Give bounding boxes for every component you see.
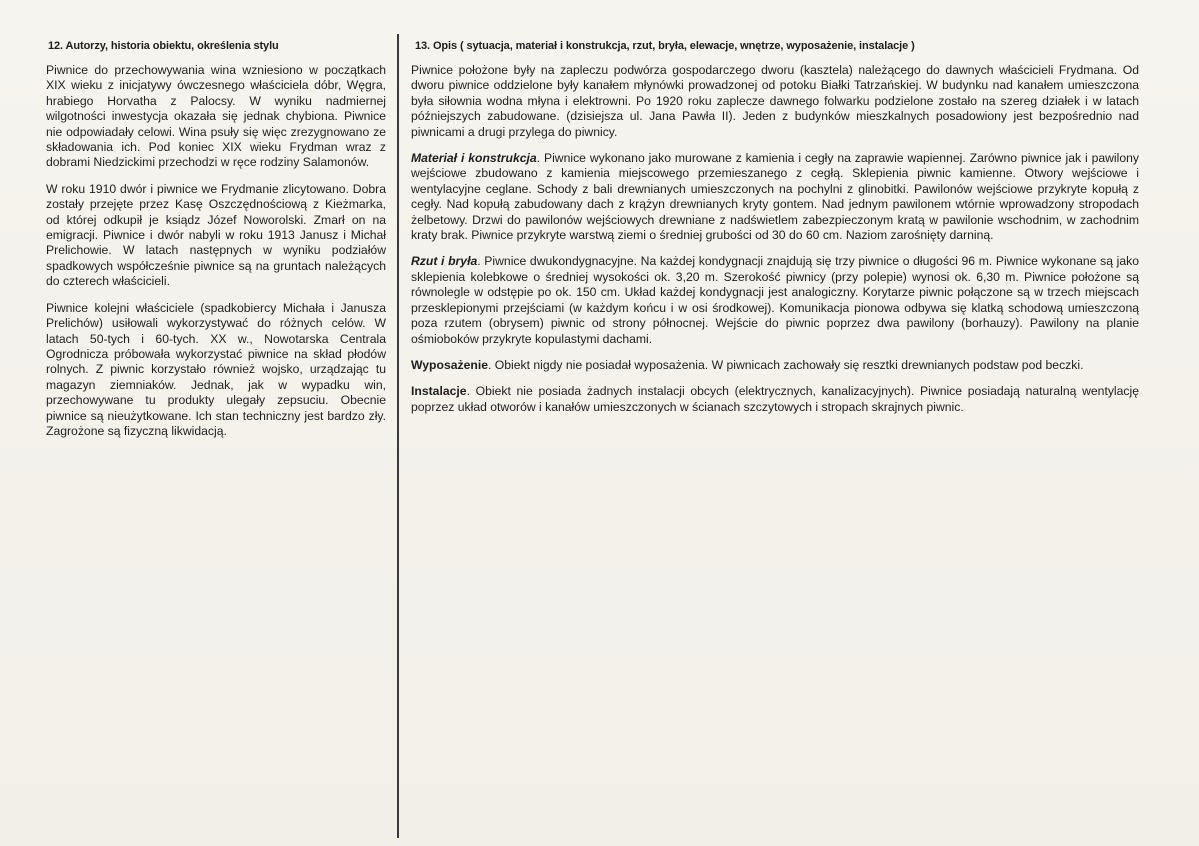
column-divider (397, 34, 399, 838)
section-13 (411, 40, 1139, 426)
history-paragraph-2: W roku 1910 dwór i piwnice we Frydmanie zlicytowano. Dobra zostały przejęte przez Kasę Oszczędnościową z Kieżmarka, od której odkupił je ksiądz Józef Noworolski. Zmarł on na emigracji. Piwnice i dwór nabyli w roku 1913 Janusz i Michał Prelichowie. W latach następnych w wyniku podziałów spadkowych współcześnie piwnice są na gruntach należących do czterech właścicieli. (46, 181, 386, 289)
history-paragraph-1: Piwnice do przechowywania wina wzniesiono w początkach XIX wieku z inicjatywy ówczesnego właściciela dóbr, Węgra, hrabiego Horvatha z Palocsy. W wyniku nadmiernej wilgotności inwestycja okazała się jednak chybiona. Piwnice nie odpowiadały celowi. Wina psuły się więc zrezygnowano ze składowania ich. Pod koniec XIX wieku Frydman wraz z dobrami Niedzickimi przechodzi w ręce rodziny Salamonów. (46, 63, 386, 170)
section-12-heading: 12. Autorzy, historia obiektu, określenia stylu (48, 40, 279, 52)
installations-paragraph (411, 384, 1139, 415)
equipment-lead: Wyposażenie (411, 357, 488, 372)
plan-text: . Piwnice dwukondygnacyjne. Na każdej kondygnacji znajdują się trzy piwnice o długości 96 m. Piwnice wykonane są jako sklepienia kolebkowe o średniej wysokości ok. 3,20 m. Szerokość piwnicy (przy polepie) wynosi ok. 6,30 m. Piwnice położone są równolegle w odstępie po ok. 150 cm. Układ każdej kondygnacji jest analogiczny. Korytarze piwnic połączone są w trzech miejscach przesklepionymi przejściami (w każdym końcu i w osi środkowej). Komunikacja pionowa odbywa się klatką schodową umieszczoną poza rzutem (obrysem) piwnic od strony północnej. Wejście do piwnic poprzez dwa pawilony (borhauzy). Pawilony na planie ośmioboków przykryte kopulastymi dachami. (411, 254, 1139, 346)
equipment-text: . Obiekt nigdy nie posiadał wyposażenia. W piwnicach zachowały się resztki drewnianych podstaw pod beczki. (488, 357, 1084, 372)
material-paragraph (411, 151, 1139, 243)
situation-paragraph: Piwnice położone były na zapleczu podwórza gospodarczego dworu (kasztela) należącego do dawnych właścicieli Frydmana. Od dworu piwnice oddzielone były kanałem młynówki prowadzonej od potoku Białki Tatrzańskiej. W budynku nad kanałem umieszczona była siłownia wodna młyna i elektrowni. Po 1920 roku zaplecze dawnego folwarku podzielone zostało na szereg działek i w latach późniejszych zabudowane. (dzisiejsza ul. Jana Pawła II). Jeden z budynków mieszkalnych posadowiony jest bezpośrednio nad piwnicami a drugi przylega do piwnicy. (411, 63, 1139, 139)
installations-text: . Obiekt nie posiada żadnych instalacji obcych (elektrycznych, kanalizacyjnych). Piwnice posiadają naturalną wentylację poprzez układ otworów i kanałów umieszczonych w ścianach szczytowych i stropach skrajnych piwnic. (411, 384, 1139, 414)
plan-lead: Rzut i bryła (411, 254, 478, 269)
history-paragraph-3: Piwnice kolejni właściciele (spadkobiercy Michała i Janusza Prelichów) usiłowali wykorzystywać do różnych celów. W latach 50-tych i 60-tych. XX w., Nowotarska Centrala Ogrodnicza próbowała wykorzystać piwnice na skład płodów rolnych. Z piwnic korzystało również wojsko, urządzając tu magazyn ziemniaków. Jednak, jak w wypadku win, przechowywane tu produkty ulegały zepsuciu. Obecnie piwnice są nieużytkowane. Ich stan techniczny jest bardzo zły. Zagrożone są fizyczną likwidacją. (46, 300, 386, 438)
material-text: . Piwnice wykonano jako murowane z kamienia i cegły na zaprawie wapiennej. Zarówno piwnice jak i pawilony wejściowe zbudowano z kamienia miejscowego przemieszanego z cegłą. Sklepienia piwnic kamienne. Otwory wejściowe i wentylacyjne ceglane. Schody z bali drewnianych umieszczonych na pochylni z glinobitki. Pawilonów wejściowe przykryte kopułą z cegły. Nad kopułą zabudowany dach z krążyn drewnianych kryty gontem. Nad jednym pawilonem wtórnie wprowadzony stropodach żelbetowy. Drzwi do pawilonów wejściowych drewniane z nadświetlem zabezpieczonym kratą w pawilonie wschodnim, w zachodnim kraty brak. Piwnice przykryte warstwą ziemi o średniej grubości od 30 do 60 cm. Naziom zarośnięty darniną. (411, 151, 1139, 243)
equipment-paragraph (411, 358, 1139, 373)
plan-paragraph (411, 254, 1139, 346)
section-13-heading: 13. Opis ( sytuacja, materiał i konstrukcja, rzut, bryła, elewacje, wnętrze, wyposażenie, instalacje ) (415, 40, 915, 52)
section-12 (46, 40, 386, 450)
material-lead: Materiał i konstrukcja (411, 151, 537, 166)
installations-lead: Instalacje (411, 384, 467, 399)
